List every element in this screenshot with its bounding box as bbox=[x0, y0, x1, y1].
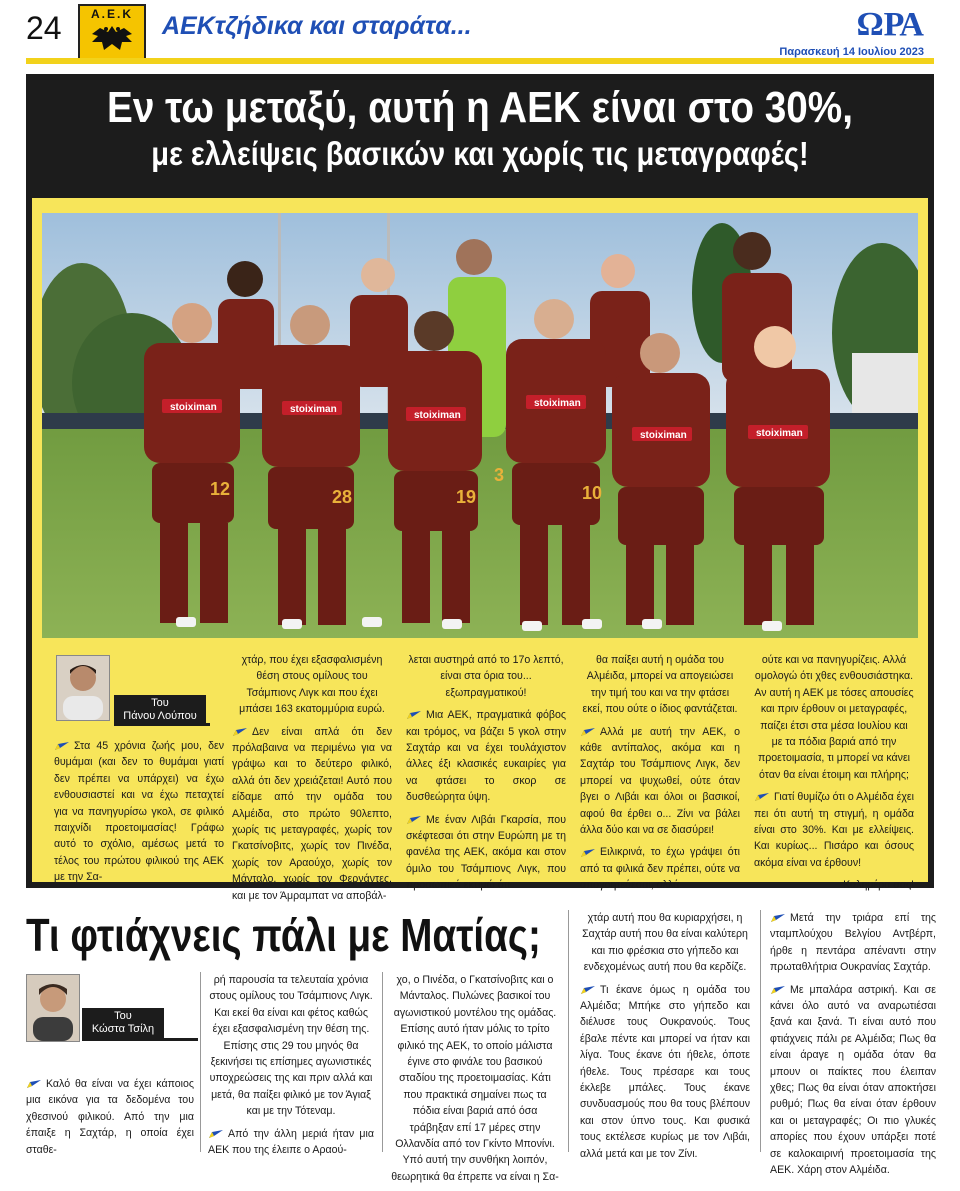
feature-headline bbox=[26, 82, 934, 174]
pen-icon bbox=[54, 741, 70, 751]
column-divider bbox=[382, 972, 383, 1152]
paragraph: χο, ο Πινέδα, ο Γκατσίνοβιτς και ο Μάνταλος. Πυλώνες βασικοί του αγωνιστικού μοντέλου της ομάδας. Επίσης αυτό ήταν μόλις το τρίτο φιλικό της ΑΕΚ, το οποίο μάλιστα έγινε στο φινάλε του βασικού σταδίου της προετοιμασίας. Κάτι που πρακτικά σημαίνει πως τα πόδια είναι βαριά από όσα τράβηξαν επί 17 μέρες στην Ολλανδία από τον Γκίντο Μπονίνι. Υπό αυτή την συνθήκη λοιπόν, θεωρητικά θα έπρεπε να είναι η Σα- bbox=[391, 974, 559, 1183]
author-prefix: Του bbox=[151, 697, 169, 709]
column-divider bbox=[568, 910, 569, 1152]
pen-icon bbox=[770, 985, 786, 995]
author-tag bbox=[82, 1008, 164, 1038]
sponsor-label: stoiximan bbox=[534, 398, 581, 409]
paragraph: Με μπαλάρα αστρική. Και σε κάνει όλο αυτό να αναρωτιέσαι ξανά και ξανά. Τι είναι αυτό που φτιάχνεις πάλι ρε Αλμέιδα; Πως θα είναι άραγε η ομάδα όταν θα μπουν οι παίκτες που έλειπαν χθες; Πως θα είναι όταν αποκτήσει ρυθμό; Πως θα είναι όταν έρθουν και οι μεταγραφές; Οι πιο γλυκές απορίες που έχουν υπάρξει ποτέ σε καλοκαιρινή προετοιμασία της ΑΕΚ. Χάρη στον Αλμέιδα. bbox=[770, 983, 936, 1177]
feature-column-4 bbox=[580, 652, 740, 900]
feature-body bbox=[32, 198, 928, 902]
team-photo-illustration bbox=[42, 213, 918, 638]
paragraph: ρή παρουσία τα τελευταία χρόνια στους ομίλους του Τσάμπιονς Λιγκ. Και εκεί θα είναι και φέτος καθώς έχει εξασφαλισμένη την θέση της. Επίσης στις 29 του μηνός θα ξεκινήσει τις επίσημες αγωνιστικές υποχρεώσεις της και πριν αλλά και μετά, θα παίξει φιλικό με τον Άγιαξ και με την Τότεναμ. bbox=[209, 974, 373, 1118]
author-name: Πάνου Λούπου bbox=[123, 710, 197, 722]
shirt-number: 12 bbox=[210, 479, 231, 499]
page-header bbox=[0, 0, 960, 62]
pen-icon bbox=[770, 913, 786, 923]
shirt-number: 28 bbox=[332, 487, 353, 507]
author-prefix: Του bbox=[114, 1010, 132, 1022]
paragraph: Τι έκανε όμως η ομάδα του Αλμέιδα; Μπήκε στο γήπεδο και διέλυσε τους Ουκρανούς. Τους έβαλε πέντε και μπορεί να ήταν και λίγα. Τους έκανε ότι ήθελε, όποτε ήθελε. Τους πρέσαρε και τους έκλεβε μπάλες. Τους έκανε συνδυασμούς που θα τους βλέπουν και στον ύπνο τους. Και φυσικά τους εκτέλεσε κυρίως με τον Λιβάι, αλλά μετά και με τον Ζίνι. bbox=[580, 983, 750, 1160]
pen-icon bbox=[26, 1079, 42, 1089]
paragraph: χτάρ, που έχει εξασφαλισμένη θέση στους ομίλους του Τσάμπιονς Λιγκ και που έχει μπάσει 163 εκατομμύρια ευρώ. bbox=[239, 654, 385, 716]
paragraph: Καλό θα είναι να έχει κάποιος μια εικόνα για τα δεδομένα του χθεσινού φιλικού. Από την μια έπαιξε η Σαχτάρ, η οποία έχει σταθε- bbox=[26, 1078, 194, 1156]
pen-icon bbox=[580, 848, 596, 858]
sponsor-label: stoiximan bbox=[170, 402, 217, 413]
feature-column-5 bbox=[754, 652, 914, 900]
paragraph: Με έναν Λιβάι Γκαρσία, που σκέφτεσαι ότι στην Ευρώπη με τη φανέλα της ΑΕΚ, ακόμα και στον όμιλο του Τσάμπιονς Λιγκ, που προσωπικά εκτιμώ ότι bbox=[406, 813, 566, 892]
feature-column-3 bbox=[406, 652, 566, 900]
second-article-title: Τι φτιάχνεις πάλι με Ματίας; bbox=[26, 909, 541, 961]
sign-off: Καλημέρα σας! bbox=[843, 879, 914, 892]
sponsor-label: stoiximan bbox=[414, 410, 461, 421]
paragraph: θα παίξει αυτή η ομάδα του Αλμέιδα, μπορεί να απογειώσει την τιμή του και να την φτάσει εκεί, που ούτε ο ίδιος φαντάζεται. bbox=[582, 654, 738, 716]
paragraph: Μετά την τριάρα επί της νταμπλούχου Βελγίου Αντβέρπ, ήρθε η πεντάρα απέναντι στην πρωταθλήτρια Ουκρανίας Σαχτάρ. bbox=[770, 912, 936, 974]
pen-icon bbox=[406, 815, 422, 825]
page-number: 24 bbox=[26, 10, 62, 46]
pen-icon bbox=[580, 727, 596, 737]
paragraph: Αλλά με αυτή την ΑΕΚ, ο κάθε αντίπαλος, ακόμα και η Σαχτάρ του Τσάμπιονς Λιγκ, δεν μπορεί να ψυχωθεί, ούτε όταν βγει ο Λιβάι και όλοι οι βασικοί, αφού θα έρθει ο... Ζίνι να βάλει άλλα δύο και να σε διασύρει! bbox=[580, 725, 740, 837]
pen-icon bbox=[406, 710, 422, 720]
author-tag bbox=[114, 695, 206, 725]
feature-byline bbox=[52, 653, 214, 723]
aek-logo bbox=[78, 4, 146, 60]
author-photo bbox=[56, 655, 110, 721]
paragraph: ούτε και να πανηγυρίζεις. Αλλά ομολογώ ότι χθες ενθουσιάστηκα. Αν αυτή η ΑΕΚ με τόσες απουσίες και πριν έρθουν οι μεταγραφές, παίζει έτσι στα μέσα Ιουλίου και με τα πόδια βαριά από την προετοιμασία, τι μπορεί να κάνει όταν θα είναι έτοιμη και πλήρης; bbox=[754, 654, 914, 781]
shirt-number: 3 bbox=[494, 465, 505, 485]
headline-line-1: Εν τω μεταξύ, αυτή η ΑΕΚ είναι στο 30%, bbox=[106, 83, 853, 132]
paragraph: Ειλικρινά, το έχω γράψει ότι από τα φιλικά δεν πρέπει, ούτε να απογοητεύεσαι, αλλά bbox=[580, 846, 740, 892]
paragraph: Μια ΑΕΚ, πραγματικά φόβος και τρόμος, να βάζει 5 γκολ στην Σαχτάρ και να έχει τουλάχιστον άλλες έξι κλασικές ευκαιρίες για να φτάσει το σκορ σε δυσθεώρητα ύψη. bbox=[406, 709, 566, 804]
second-byline bbox=[24, 968, 194, 1048]
issue-date: Παρασκευή 14 Ιουλίου 2023 bbox=[779, 46, 924, 58]
feature-article bbox=[26, 74, 934, 902]
feature-column-2 bbox=[232, 652, 392, 910]
pen-icon bbox=[580, 985, 596, 995]
newspaper-brand: ΩΡΑ bbox=[856, 6, 924, 43]
paragraph: Στα 45 χρόνια ζωής μου, δεν θυμάμαι (και δεν το θυμάμαι γιατί δεν πρέπει να υπάρχει) να έχω ενθουσιαστεί και να έχω πεταχτεί για να πανηγυρίσω γκολ, σε φιλικό παιχνίδι προετοιμασίας! Γράφω αυτό το σχόλιο, αμέσως μετά το τέλος του πρώτου φιλικού της ΑΕΚ με την Σα- bbox=[54, 740, 224, 884]
shirt-number: 10 bbox=[582, 483, 603, 503]
sponsor-label: stoiximan bbox=[290, 404, 337, 415]
paragraph: Δεν είναι απλά ότι δεν πρόλαβαινα να περιμένω για να γράψω και το δεύτερο φιλικό, αλλά ότι δεν χρειάζεται! Αυτό που είδαμε από την ομάδα του Αλμέιδα, στο πρώτο 90λεπτο, χωρίς τις μεταγραφές, χωρίς τον Γκατσίνοβιτς, χωρίς τον Πινέδα, χωρίς τον Αραούχο, χωρίς τον Μάνταλο, χωρίς τον Φερνάντες, και με τον Άμραμπατ να αποβάλ- bbox=[232, 725, 392, 902]
headline-line-2: με ελλείψεις βασικών και χωρίς τις μεταγραφές! bbox=[151, 135, 809, 172]
shirt-number: 19 bbox=[456, 487, 477, 507]
paragraph: χτάρ αυτή που θα κυριαρχήσει, η Σαχτάρ αυτή που θα είναι καλύτερη και πιο φρέσκια στο γήπεδο και ενδεχομένως αυτή που θα κερδίζε. bbox=[582, 912, 748, 974]
pen-icon bbox=[754, 792, 770, 802]
paragraph: Γιατί θυμίζω ότι ο Αλμέιδα έχει πει ότι αυτή τη στιγμή, η ομάδα είναι στο 30%. Και με ελλείψεις. Και κυρίως... Πισάρο και όσους ακόμα είναι να έρθουν! bbox=[754, 791, 914, 869]
double-headed-eagle-icon bbox=[88, 22, 136, 56]
author-name: Κώστα Τσίλη bbox=[91, 1023, 155, 1035]
second-column-4 bbox=[580, 910, 750, 1168]
second-column-3 bbox=[390, 972, 560, 1191]
sponsor-label: stoiximan bbox=[756, 428, 803, 439]
second-column-2 bbox=[208, 972, 374, 1164]
author-photo bbox=[26, 974, 80, 1042]
byline-rule bbox=[82, 1038, 198, 1041]
logo-letters: Α.Ε.Κ bbox=[90, 7, 133, 21]
feature-column-1 bbox=[54, 738, 224, 892]
team-photo bbox=[42, 213, 918, 638]
byline-rule bbox=[114, 723, 210, 726]
second-column-1 bbox=[26, 1076, 194, 1164]
pen-icon bbox=[232, 727, 248, 737]
header-rule bbox=[26, 58, 934, 64]
column-divider bbox=[200, 972, 201, 1152]
pen-icon bbox=[208, 1129, 224, 1139]
second-column-5 bbox=[770, 910, 936, 1185]
paragraph: Από την άλλη μεριά ήταν μια ΑΕΚ που της έλειπε ο Αραού- bbox=[208, 1127, 374, 1157]
sponsor-label: stoiximan bbox=[640, 430, 687, 441]
column-divider bbox=[760, 910, 761, 1152]
section-rubric: ΑΕΚτζήδικα και σταράτα... bbox=[162, 12, 472, 40]
paragraph: λεται αυστηρά από το 17ο λεπτό, είναι στα όρια του... εξωπραγματικού! bbox=[408, 654, 564, 699]
